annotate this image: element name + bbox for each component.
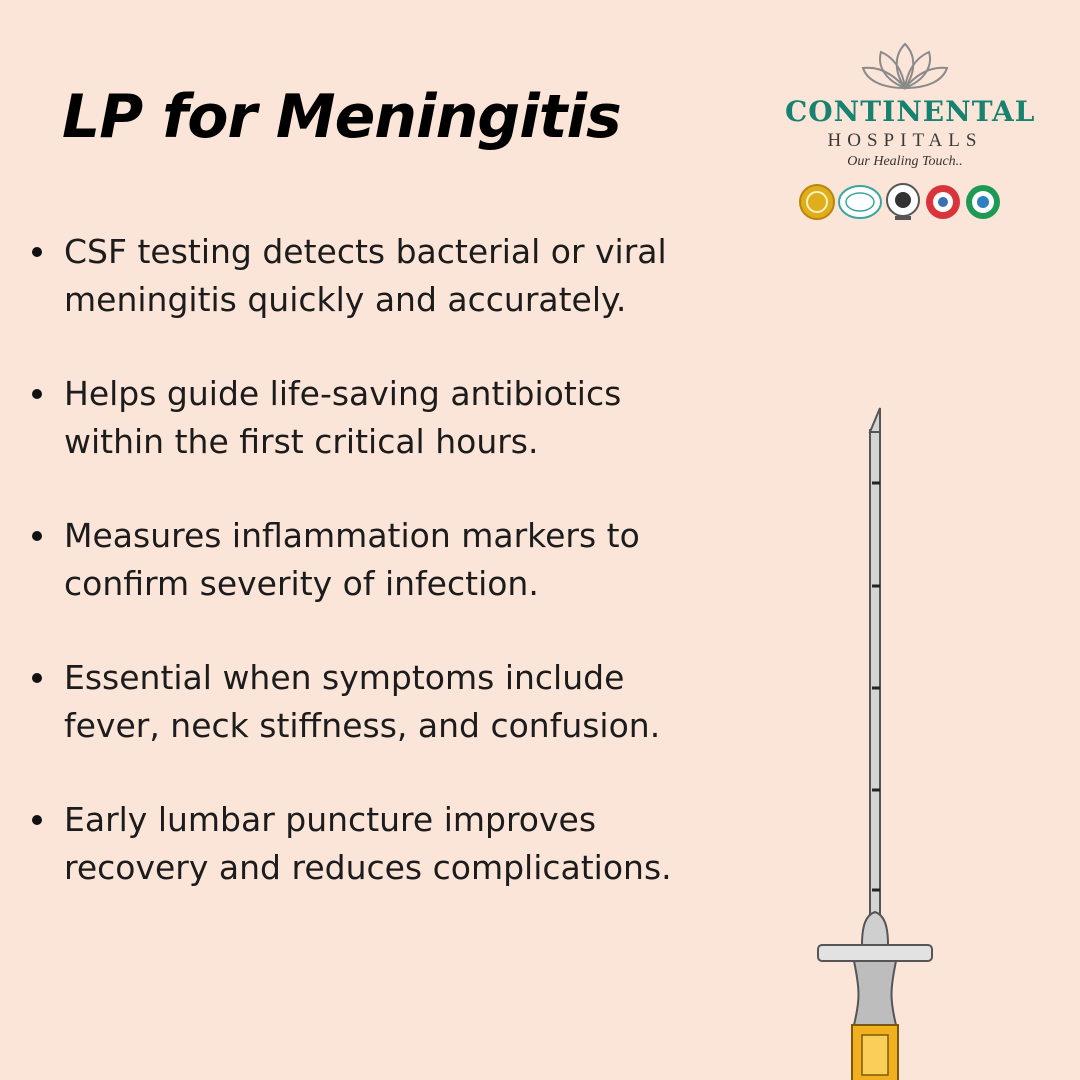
lotus-icon	[785, 40, 1025, 92]
brand-tagline: Our Healing Touch..	[847, 154, 963, 169]
spinal-needle-illustration	[810, 400, 940, 1080]
bullet-item	[30, 796, 690, 892]
bullet-dot-icon	[32, 673, 42, 683]
page-title: LP for Meningitis	[62, 82, 621, 152]
bullet-item	[30, 512, 690, 608]
green-seal-icon	[966, 185, 1000, 219]
gold-seal-icon	[800, 185, 834, 219]
brand-subtitle: HOSPITALS	[827, 130, 983, 151]
accreditation-seals	[797, 182, 1017, 222]
bullet-text: Early lumbar puncture improves recovery and reduces complications.	[64, 800, 672, 887]
bullet-list	[30, 228, 690, 938]
bullet-item	[30, 654, 690, 750]
bullet-item	[30, 228, 690, 324]
bullet-dot-icon	[32, 247, 42, 257]
bullet-text: CSF testing detects bacterial or viral meningitis quickly and accurately.	[64, 232, 667, 319]
hospital-logo	[785, 40, 1036, 230]
qai-seal-icon	[839, 186, 881, 218]
bullet-dot-icon	[32, 389, 42, 399]
bullet-text: Helps guide life-saving antibiotics within the first critical hours.	[64, 374, 622, 461]
bullet-dot-icon	[32, 815, 42, 825]
bullet-dot-icon	[32, 531, 42, 541]
star-seal-icon	[887, 184, 919, 220]
brand-name: CONTINENTAL	[785, 95, 1036, 128]
bullet-item	[30, 370, 690, 466]
bullet-text: Essential when symptoms include fever, neck stiffness, and confusion.	[64, 658, 661, 745]
bullet-text: Measures inflammation markers to confirm severity of infection.	[64, 516, 640, 603]
red-seal-icon	[926, 185, 960, 219]
